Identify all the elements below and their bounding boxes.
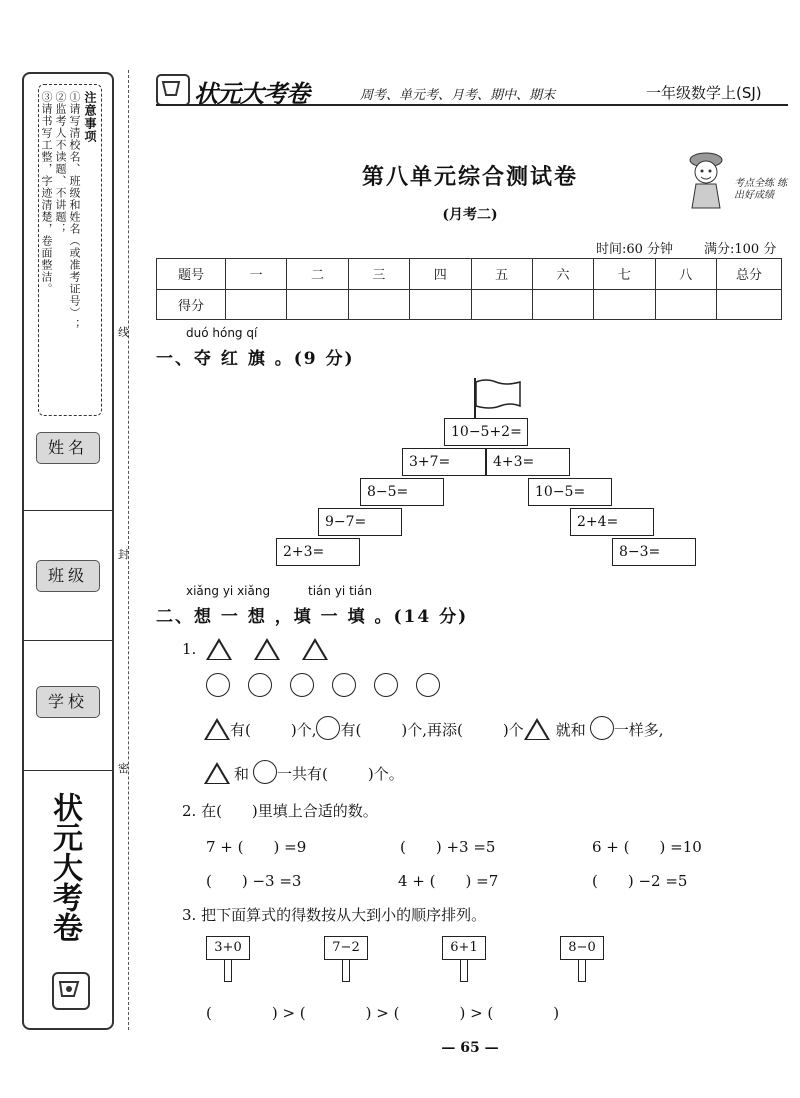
circle-icon — [206, 673, 230, 697]
table-row — [157, 259, 782, 290]
notice-line-2: ②监考人不读题、不讲题； — [54, 91, 67, 235]
header-grade: 一年级数学上(SJ) — [646, 84, 762, 102]
q1-text: )个, — [290, 721, 317, 739]
circle-icon — [374, 673, 398, 697]
q2-title: 2. 在( )里填上合适的数。 — [182, 802, 378, 820]
pyramid-box[interactable]: 2+4= — [570, 508, 654, 536]
notice-line-3: ③请书写工整，字迹清楚，卷面整洁。 — [40, 91, 53, 295]
logo-icon — [52, 972, 90, 1010]
q2-item[interactable]: 7 + ( ) =9 — [206, 838, 307, 856]
table-cell: 四 — [410, 259, 471, 290]
table-cell: 得分 — [157, 289, 226, 320]
pyramid-box[interactable]: 10−5= — [528, 478, 612, 506]
q1-text: 有( — [230, 721, 251, 739]
circle-row — [206, 673, 440, 697]
pyramid-box[interactable]: 10−5+2= — [444, 418, 528, 446]
table-cell: 二 — [287, 259, 348, 290]
table-cell: 七 — [594, 259, 655, 290]
q1-text: )个。 — [367, 765, 404, 783]
header-rule — [156, 104, 788, 106]
q1-line-2 — [204, 760, 404, 784]
full-score: 满分:100 分 — [704, 242, 777, 257]
q1-text: )个 — [502, 721, 524, 739]
triangle-icon — [302, 638, 328, 660]
pyramid-box[interactable]: 3+7= — [402, 448, 486, 476]
header-brand: 状元大考卷 — [194, 80, 309, 108]
triangle-icon — [254, 638, 280, 660]
notice-box — [38, 84, 102, 416]
logo-icon — [156, 74, 190, 106]
table-cell: 一 — [226, 259, 287, 290]
sign-pole — [224, 960, 232, 982]
score-cell[interactable] — [287, 289, 348, 320]
page-number: — 65 — — [441, 1040, 499, 1056]
q3-sign: 3+0 — [206, 936, 250, 960]
flag-icon — [472, 376, 528, 424]
q1-number: 1. — [182, 640, 197, 658]
pyramid-box[interactable]: 8−3= — [612, 538, 696, 566]
table-row — [157, 289, 782, 320]
section2-pinyin-1: xiǎng yi xiǎng — [186, 584, 271, 598]
class-label: 班级 — [36, 560, 100, 592]
q1-text: 有( — [340, 721, 362, 739]
table-cell: 六 — [532, 259, 593, 290]
cut-mark: 封 — [118, 548, 129, 561]
score-cell[interactable] — [717, 289, 782, 320]
triangle-icon — [206, 638, 232, 660]
circle-icon — [253, 760, 277, 784]
name-label: 姓名 — [36, 432, 100, 464]
cut-mark: 密 — [118, 762, 129, 775]
q2-item[interactable]: 4 + ( ) =7 — [398, 872, 499, 890]
score-cell[interactable] — [471, 289, 532, 320]
score-table — [156, 258, 782, 320]
time-limit: 时间:60 分钟 — [596, 242, 674, 257]
score-cell[interactable] — [348, 289, 409, 320]
circle-icon — [316, 716, 340, 740]
section2-title: 二、想 一 想 ，填 一 填 。(14 分) — [156, 607, 469, 627]
table-cell: 总分 — [717, 259, 782, 290]
page-subtitle: (月考二) — [442, 207, 498, 223]
score-cell[interactable] — [410, 289, 471, 320]
q3-title: 3. 把下面算式的得数按从大到小的顺序排列。 — [182, 906, 487, 924]
circle-icon — [590, 716, 614, 740]
notice-line-1: ①请写清校名、班级和姓名（或准考证号）； — [68, 91, 81, 331]
page-title: 第八单元综合测试卷 — [361, 164, 578, 190]
triangle-icon — [204, 718, 230, 740]
q2-item[interactable]: ( ) +3 =5 — [400, 838, 496, 856]
table-cell: 三 — [348, 259, 409, 290]
circle-icon — [290, 673, 314, 697]
pyramid-box[interactable]: 4+3= — [486, 448, 570, 476]
q1-text: 一共有( — [277, 765, 328, 783]
triangle-icon — [204, 762, 230, 784]
q1-text: 和 — [234, 765, 250, 783]
q2-item[interactable]: 6 + ( ) =10 — [592, 838, 702, 856]
strip-divider — [24, 510, 112, 511]
section1-pinyin: duó hóng qí — [186, 326, 258, 340]
q1-text: 一样多, — [613, 721, 664, 739]
sign-pole — [460, 960, 468, 982]
sidebar-brand: 状元大考卷 — [47, 792, 82, 942]
section2-pinyin-2: tián yi tián — [308, 584, 373, 598]
circle-icon — [332, 673, 356, 697]
score-cell[interactable] — [226, 289, 287, 320]
q3-sign: 7−2 — [324, 936, 368, 960]
q3-sign: 8−0 — [560, 936, 604, 960]
score-cell[interactable] — [594, 289, 655, 320]
table-cell: 五 — [471, 259, 532, 290]
notice-title: 注意事项 — [83, 91, 97, 143]
strip-divider — [24, 640, 112, 641]
q3-sign: 6+1 — [442, 936, 486, 960]
circle-icon — [248, 673, 272, 697]
section1-title: 一、夺 红 旗 。(9 分) — [156, 349, 355, 369]
score-cell[interactable] — [655, 289, 716, 320]
triangle-icon — [524, 718, 550, 740]
sign-pole — [342, 960, 350, 982]
mascot-text: 考点全练 练出好成绩 — [734, 178, 788, 201]
school-label: 学校 — [36, 686, 100, 718]
pyramid-box[interactable]: 9−7= — [318, 508, 402, 536]
pyramid-box[interactable]: 8−5= — [360, 478, 444, 506]
triangle-row — [206, 638, 328, 660]
table-cell: 八 — [655, 259, 716, 290]
q1-text: 就和 — [555, 721, 586, 739]
header-tagline: 周考、单元考、月考、期中、期末 — [360, 88, 556, 103]
score-cell[interactable] — [532, 289, 593, 320]
pyramid-box[interactable]: 2+3= — [276, 538, 360, 566]
q1-text: )个,再添( — [401, 721, 463, 739]
sign-pole — [578, 960, 586, 982]
circle-icon — [416, 673, 440, 697]
strip-divider — [24, 770, 112, 771]
q2-item[interactable]: ( ) −3 =3 — [206, 872, 302, 890]
q2-item[interactable]: ( ) −2 =5 — [592, 872, 688, 890]
q3-order-blanks[interactable]: ( ) > ( ) > ( ) > ( ) — [206, 1004, 560, 1022]
cut-mark: 线 — [118, 326, 129, 339]
q1-line-1 — [204, 716, 663, 740]
table-cell: 题号 — [157, 259, 226, 290]
